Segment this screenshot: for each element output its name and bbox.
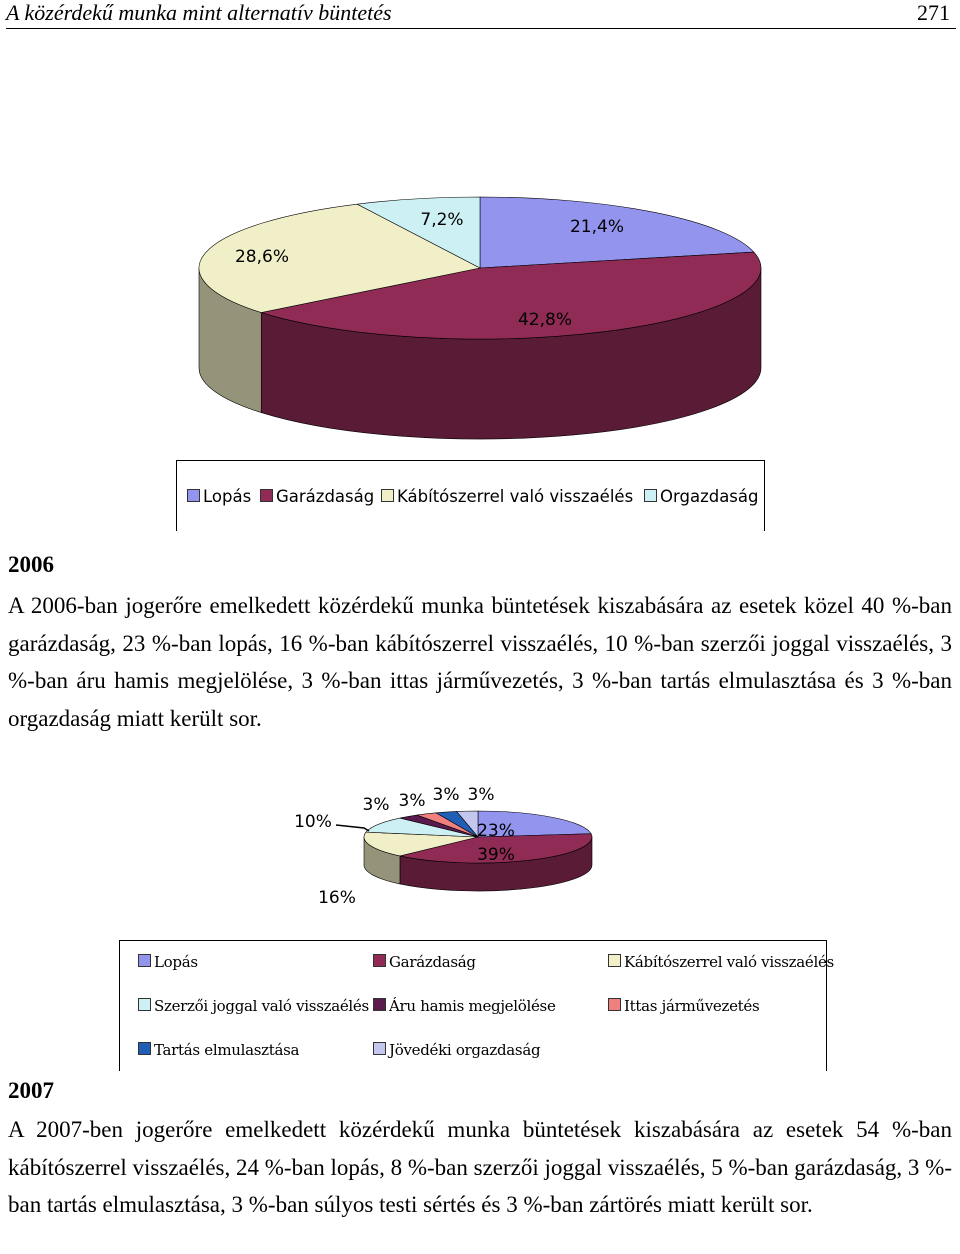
legend-item-orgazdasag: Orgazdaság xyxy=(644,487,759,506)
legend-item-jovedeki: Jövedéki orgazdaság xyxy=(373,1041,540,1059)
pie-chart-2006 xyxy=(0,0,960,460)
legend-item-garazdasag: Garázdaság xyxy=(373,953,476,971)
pie-data-label: 10% xyxy=(294,812,332,832)
pie-data-label: 21,4% xyxy=(569,217,625,237)
legend-item-kabitoszer: Kábítószerrel való visszaélés xyxy=(608,953,834,971)
section-text-2007: A 2007-ben jogerőre emelkedett közérdekű munka büntetések kiszabására az esetek 54 %-ban kábítószerrel visszaélés, 24 %-ban lopás, 8 %-ban szerzői joggal visszaélés, 5 %-ban garázdaság, 3 %-ban tartás elmulasztása, 3 %-ban súlyos testi sértés és 3 %-ban zártörés miatt került sor. xyxy=(8,1117,952,1217)
page-number: 271 xyxy=(917,0,950,25)
legend-item-aru-hamis: Áru hamis megjelölése xyxy=(373,997,556,1015)
pie-data-label: 3% xyxy=(398,791,426,811)
legend-swatch xyxy=(373,954,386,967)
running-title: A közérdekű munka mint alternatív büntetés xyxy=(6,0,392,25)
legend-2006 xyxy=(176,460,765,531)
section-year-2006: 2006 xyxy=(8,552,54,577)
legend-swatch xyxy=(644,489,657,502)
legend-item-kabitoszer: Kábítószerrel való visszaélés xyxy=(381,487,633,506)
pie-data-label: 23% xyxy=(477,821,515,841)
legend-swatch xyxy=(373,998,386,1011)
legend-swatch xyxy=(381,489,394,502)
legend-swatch xyxy=(187,489,200,502)
pie-chart-2007 xyxy=(0,770,960,940)
pie-data-label: 39% xyxy=(477,845,515,865)
legend-item-szerzoi: Szerzői joggal való visszaélés xyxy=(138,997,369,1015)
legend-item-lopas: Lopás xyxy=(187,487,251,506)
pie-data-label: 3% xyxy=(432,785,460,805)
legend-swatch xyxy=(608,954,621,967)
legend-swatch xyxy=(138,954,151,967)
pie-data-label: 28,6% xyxy=(234,247,290,267)
legend-swatch xyxy=(260,489,273,502)
legend-item-lopas: Lopás xyxy=(138,953,198,971)
legend-swatch xyxy=(138,998,151,1011)
legend-swatch xyxy=(608,998,621,1011)
pie-data-label: 42,8% xyxy=(517,310,573,330)
leader-line xyxy=(336,825,369,831)
section-text-2006: A 2006-ban jogerőre emelkedett közérdekű munka büntetések kiszabására az esetek közel 40 %-ban garázdaság, 23 %-ban lopás, 16 %-ban kábítószerrel visszaélés, 10 %-ban szerzői joggal visszaélés, 3 %-ban áru hamis megjelölése, 3 %-ban ittas járművezetés, 3 %-ban tartás elmulasztása és 3 %-ban orgazdaság miatt került sor. xyxy=(8,593,952,731)
legend-swatch xyxy=(373,1042,386,1055)
pie-data-label: 3% xyxy=(362,795,390,815)
legend-item-tartas: Tartás elmulasztása xyxy=(138,1041,299,1059)
pie-data-label: 16% xyxy=(318,888,356,908)
legend-swatch xyxy=(138,1042,151,1055)
legend-item-garazdasag: Garázdaság xyxy=(260,487,374,506)
pie-data-label: 7,2% xyxy=(420,210,464,230)
legend-2007 xyxy=(119,940,834,1071)
section-year-2007: 2007 xyxy=(8,1078,54,1103)
legend-item-ittas: Ittas járművezetés xyxy=(608,997,759,1015)
pie-data-label: 3% xyxy=(467,785,495,805)
